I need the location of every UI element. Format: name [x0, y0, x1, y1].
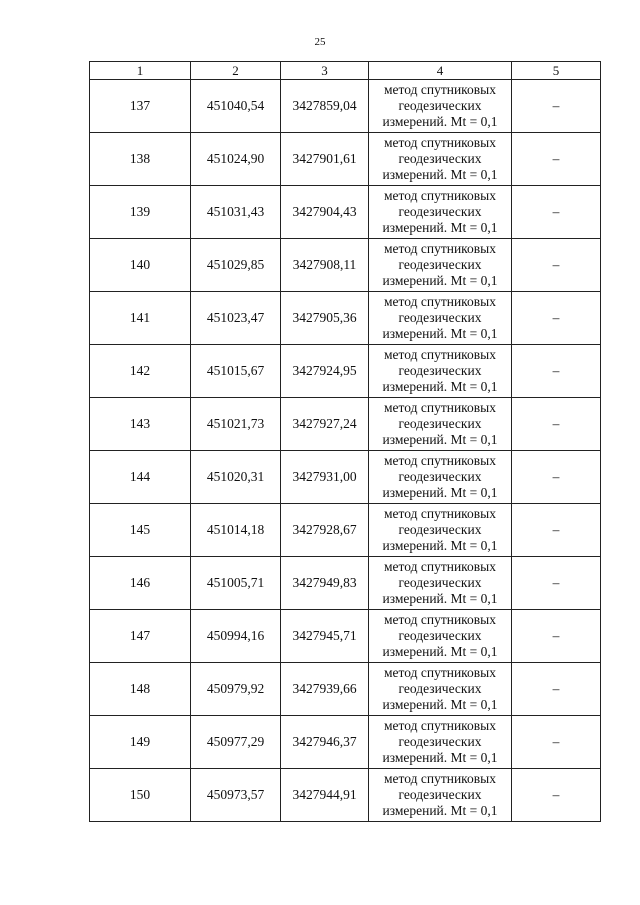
- x-coordinate-cell: 451021,73: [191, 398, 281, 451]
- method-text-line: метод спутниковых: [384, 665, 496, 680]
- method-text-line: метод спутниковых: [384, 82, 496, 97]
- method-text-line: метод спутниковых: [384, 135, 496, 150]
- method-text-line: измерений. Mt = 0,1: [382, 750, 498, 765]
- x-coordinate-cell: 451031,43: [191, 186, 281, 239]
- y-coordinate-cell: 3427905,36: [281, 292, 369, 345]
- x-coordinate-cell: 451023,47: [191, 292, 281, 345]
- point-number-cell: 137: [90, 80, 191, 133]
- col5-cell: –: [512, 292, 601, 345]
- x-coordinate-cell: 451024,90: [191, 133, 281, 186]
- method-text-line: геодезических: [398, 257, 482, 272]
- x-coordinate-cell: 451040,54: [191, 80, 281, 133]
- method-text-line: измерений. Mt = 0,1: [382, 432, 498, 447]
- method-cell: [369, 716, 512, 769]
- method-text-line: метод спутниковых: [384, 718, 496, 733]
- point-number-cell: 143: [90, 398, 191, 451]
- point-number-cell: 142: [90, 345, 191, 398]
- point-number-cell: 139: [90, 186, 191, 239]
- col5-cell: –: [512, 345, 601, 398]
- table-row: [90, 133, 601, 186]
- method-text-line: измерений. Mt = 0,1: [382, 538, 498, 553]
- point-number-cell: 138: [90, 133, 191, 186]
- col5-cell: –: [512, 239, 601, 292]
- y-coordinate-cell: 3427946,37: [281, 716, 369, 769]
- method-text-line: геодезических: [398, 681, 482, 696]
- method-text-line: измерений. Mt = 0,1: [382, 644, 498, 659]
- table-row: [90, 716, 601, 769]
- method-cell: [369, 504, 512, 557]
- table-header-row: [90, 62, 601, 80]
- method-text-line: метод спутниковых: [384, 400, 496, 415]
- method-text-line: метод спутниковых: [384, 294, 496, 309]
- method-text-line: измерений. Mt = 0,1: [382, 379, 498, 394]
- table-row: [90, 557, 601, 610]
- point-number-cell: 150: [90, 769, 191, 822]
- method-text-line: геодезических: [398, 575, 482, 590]
- method-cell: [369, 398, 512, 451]
- method-cell: [369, 186, 512, 239]
- method-text-line: метод спутниковых: [384, 188, 496, 203]
- method-text-line: измерений. Mt = 0,1: [382, 803, 498, 818]
- method-cell: [369, 133, 512, 186]
- method-cell: [369, 610, 512, 663]
- x-coordinate-cell: 451005,71: [191, 557, 281, 610]
- y-coordinate-cell: 3427927,24: [281, 398, 369, 451]
- table-row: [90, 80, 601, 133]
- column-header-5: 5: [512, 62, 601, 80]
- table-row: [90, 398, 601, 451]
- col5-cell: –: [512, 504, 601, 557]
- method-text-line: измерений. Mt = 0,1: [382, 591, 498, 606]
- x-coordinate-cell: 451029,85: [191, 239, 281, 292]
- method-text-line: метод спутниковых: [384, 241, 496, 256]
- y-coordinate-cell: 3427945,71: [281, 610, 369, 663]
- method-text-line: геодезических: [398, 98, 482, 113]
- method-text-line: геодезических: [398, 204, 482, 219]
- column-header-3: 3: [281, 62, 369, 80]
- col5-cell: –: [512, 80, 601, 133]
- table-row: [90, 186, 601, 239]
- table-body: [90, 62, 601, 822]
- method-text-line: измерений. Mt = 0,1: [382, 220, 498, 235]
- y-coordinate-cell: 3427928,67: [281, 504, 369, 557]
- y-coordinate-cell: 3427904,43: [281, 186, 369, 239]
- coordinates-table: [89, 61, 601, 822]
- x-coordinate-cell: 450977,29: [191, 716, 281, 769]
- method-text-line: измерений. Mt = 0,1: [382, 167, 498, 182]
- point-number-cell: 146: [90, 557, 191, 610]
- method-text-line: геодезических: [398, 151, 482, 166]
- point-number-cell: 145: [90, 504, 191, 557]
- method-text-line: геодезических: [398, 522, 482, 537]
- x-coordinate-cell: 451020,31: [191, 451, 281, 504]
- y-coordinate-cell: 3427859,04: [281, 80, 369, 133]
- method-text-line: метод спутниковых: [384, 453, 496, 468]
- method-text-line: геодезических: [398, 310, 482, 325]
- point-number-cell: 148: [90, 663, 191, 716]
- method-cell: [369, 663, 512, 716]
- y-coordinate-cell: 3427939,66: [281, 663, 369, 716]
- col5-cell: –: [512, 398, 601, 451]
- col5-cell: –: [512, 451, 601, 504]
- col5-cell: –: [512, 769, 601, 822]
- column-header-2: 2: [191, 62, 281, 80]
- col5-cell: –: [512, 186, 601, 239]
- method-text-line: метод спутниковых: [384, 506, 496, 521]
- method-text-line: измерений. Mt = 0,1: [382, 697, 498, 712]
- method-text-line: геодезических: [398, 363, 482, 378]
- method-text-line: метод спутниковых: [384, 559, 496, 574]
- method-text-line: измерений. Mt = 0,1: [382, 114, 498, 129]
- table-row: [90, 610, 601, 663]
- method-cell: [369, 345, 512, 398]
- method-text-line: геодезических: [398, 416, 482, 431]
- y-coordinate-cell: 3427931,00: [281, 451, 369, 504]
- method-cell: [369, 80, 512, 133]
- x-coordinate-cell: 451014,18: [191, 504, 281, 557]
- table-row: [90, 769, 601, 822]
- table-row: [90, 451, 601, 504]
- x-coordinate-cell: 450994,16: [191, 610, 281, 663]
- method-text-line: геодезических: [398, 469, 482, 484]
- method-text-line: метод спутниковых: [384, 347, 496, 362]
- table-row: [90, 345, 601, 398]
- method-text-line: геодезических: [398, 787, 482, 802]
- x-coordinate-cell: 450979,92: [191, 663, 281, 716]
- point-number-cell: 144: [90, 451, 191, 504]
- x-coordinate-cell: 450973,57: [191, 769, 281, 822]
- y-coordinate-cell: 3427949,83: [281, 557, 369, 610]
- method-cell: [369, 557, 512, 610]
- y-coordinate-cell: 3427908,11: [281, 239, 369, 292]
- table-row: [90, 663, 601, 716]
- point-number-cell: 141: [90, 292, 191, 345]
- table-row: [90, 292, 601, 345]
- column-header-4: 4: [369, 62, 512, 80]
- y-coordinate-cell: 3427924,95: [281, 345, 369, 398]
- y-coordinate-cell: 3427901,61: [281, 133, 369, 186]
- method-text-line: измерений. Mt = 0,1: [382, 326, 498, 341]
- column-header-1: 1: [90, 62, 191, 80]
- method-cell: [369, 769, 512, 822]
- method-text-line: метод спутниковых: [384, 612, 496, 627]
- point-number-cell: 140: [90, 239, 191, 292]
- method-cell: [369, 292, 512, 345]
- method-cell: [369, 239, 512, 292]
- col5-cell: –: [512, 133, 601, 186]
- x-coordinate-cell: 451015,67: [191, 345, 281, 398]
- table-row: [90, 239, 601, 292]
- col5-cell: –: [512, 557, 601, 610]
- col5-cell: –: [512, 663, 601, 716]
- point-number-cell: 149: [90, 716, 191, 769]
- table-row: [90, 504, 601, 557]
- method-text-line: измерений. Mt = 0,1: [382, 485, 498, 500]
- page-number: 25: [314, 36, 326, 48]
- method-text-line: геодезических: [398, 734, 482, 749]
- method-text-line: геодезических: [398, 628, 482, 643]
- method-cell: [369, 451, 512, 504]
- point-number-cell: 147: [90, 610, 191, 663]
- method-text-line: измерений. Mt = 0,1: [382, 273, 498, 288]
- y-coordinate-cell: 3427944,91: [281, 769, 369, 822]
- col5-cell: –: [512, 716, 601, 769]
- method-text-line: метод спутниковых: [384, 771, 496, 786]
- col5-cell: –: [512, 610, 601, 663]
